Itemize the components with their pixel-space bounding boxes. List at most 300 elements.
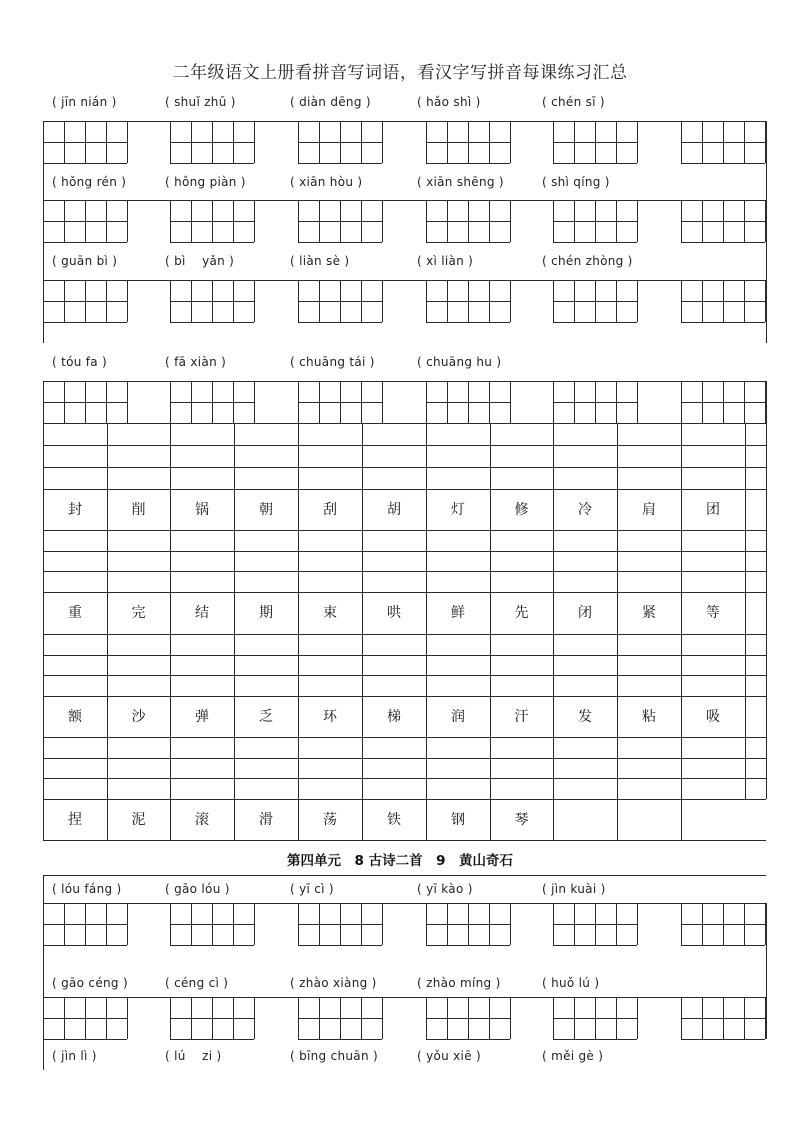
unit-pinyin-row-1-item: ( yī cì )	[290, 882, 334, 896]
grid-cell-line	[553, 200, 554, 242]
grid-bottom-line	[426, 1039, 510, 1040]
grid-cell-line	[447, 200, 448, 242]
grid-cell-line	[361, 200, 362, 242]
grid-cell-line	[340, 997, 341, 1039]
table-row-line	[43, 445, 766, 446]
grid-cell-line	[212, 903, 213, 945]
character-cell: 等	[706, 605, 720, 621]
grid-cell-line	[361, 280, 362, 322]
grid-cell-line	[340, 381, 341, 423]
grid-cell-line	[637, 280, 638, 322]
table-row-line	[43, 530, 766, 531]
grid-cell-line	[574, 121, 575, 163]
left-margin-line	[43, 121, 44, 343]
grid-cell-line	[64, 903, 65, 945]
grid-cell-line	[361, 903, 362, 945]
character-cell: 汗	[514, 709, 529, 725]
character-cell: 紧	[642, 605, 656, 621]
table-row-line	[43, 655, 766, 656]
character-cell: 先	[514, 605, 529, 621]
grid-top-line	[43, 903, 767, 904]
character-cell: 鲜	[451, 605, 465, 621]
unit-pinyin-row-2-item: ( gāo céng )	[52, 976, 128, 990]
grid-bottom-line	[43, 322, 127, 323]
grid-cell-line	[85, 997, 86, 1039]
grid-cell-line	[64, 997, 65, 1039]
pinyin-row-4-item: ( chuāng tái )	[290, 355, 375, 369]
grid-cell-line	[510, 200, 511, 242]
grid-top-line	[43, 200, 767, 201]
grid-cell-line	[510, 280, 511, 322]
grid-bottom-line	[553, 322, 637, 323]
pinyin-row-2-item: ( shì qíng )	[542, 175, 610, 189]
grid-cell-line	[744, 280, 745, 322]
grid-cell-line	[170, 997, 171, 1039]
grid-bottom-line	[681, 945, 765, 946]
grid-cell-line	[106, 280, 107, 322]
grid-top-line	[43, 121, 767, 122]
grid-cell-line	[212, 381, 213, 423]
grid-bottom-line	[553, 163, 637, 164]
character-cell: 发	[578, 709, 592, 725]
grid-cell-line	[170, 903, 171, 945]
grid-cell-line	[553, 903, 554, 945]
grid-cell-line	[489, 381, 490, 423]
grid-cell-line	[426, 997, 427, 1039]
right-margin-line	[766, 121, 767, 343]
grid-cell-line	[319, 121, 320, 163]
table-row-line	[43, 423, 766, 424]
grid-cell-line	[254, 200, 255, 242]
grid-cell-line	[212, 997, 213, 1039]
grid-cell-line	[447, 280, 448, 322]
grid-cell-line	[426, 121, 427, 163]
unit-pinyin-row-2-item: ( zhào míng )	[417, 976, 501, 990]
grid-cell-line	[254, 997, 255, 1039]
table-row-line	[43, 737, 766, 738]
table-col-line	[745, 423, 746, 799]
pinyin-row-3-item: ( bì yǎn )	[165, 254, 235, 268]
grid-cell-line	[106, 997, 107, 1039]
grid-cell-line	[489, 997, 490, 1039]
grid-bottom-line	[426, 242, 510, 243]
grid-cell-line	[637, 997, 638, 1039]
grid-cell-line	[191, 903, 192, 945]
grid-cell-line	[510, 997, 511, 1039]
character-cell: 胡	[387, 502, 401, 518]
grid-cell-line	[191, 121, 192, 163]
grid-cell-line	[191, 997, 192, 1039]
grid-cell-line	[468, 903, 469, 945]
grid-cell-line	[106, 381, 107, 423]
character-cell: 刮	[323, 502, 337, 518]
grid-bottom-line	[170, 163, 254, 164]
pinyin-row-3-item: ( xì liàn )	[417, 254, 474, 268]
grid-cell-line	[468, 280, 469, 322]
table-row-line	[43, 758, 766, 759]
character-cell: 弹	[195, 709, 209, 725]
grid-cell-line	[702, 121, 703, 163]
grid-cell-line	[298, 200, 299, 242]
grid-cell-line	[382, 280, 383, 322]
grid-bottom-line	[681, 1039, 765, 1040]
character-cell: 灯	[451, 502, 465, 518]
grid-cell-line	[637, 381, 638, 423]
grid-cell-line	[170, 381, 171, 423]
unit-pinyin-row-2-item: ( zhào xiàng )	[290, 976, 377, 990]
grid-cell-line	[616, 280, 617, 322]
grid-cell-line	[426, 280, 427, 322]
grid-cell-line	[298, 121, 299, 163]
pinyin-row-1-item: ( chén sī )	[542, 95, 605, 109]
grid-bottom-line	[298, 945, 382, 946]
pinyin-row-1-item: ( shuǐ zhū )	[165, 95, 236, 109]
character-cell: 修	[514, 502, 529, 518]
grid-cell-line	[426, 381, 427, 423]
grid-cell-line	[382, 121, 383, 163]
table-bottom-line	[43, 840, 766, 841]
grid-cell-line	[744, 381, 745, 423]
grid-cell-line	[723, 997, 724, 1039]
grid-bottom-line	[681, 163, 765, 164]
grid-cell-line	[382, 997, 383, 1039]
grid-cell-line	[170, 280, 171, 322]
grid-cell-line	[361, 121, 362, 163]
unit-pinyin-row-3-item: ( lú zi )	[165, 1049, 222, 1063]
unit-pinyin-row-1-item: ( yī kào )	[417, 882, 473, 896]
grid-cell-line	[447, 381, 448, 423]
unit-pinyin-row-1-item: ( lóu fáng )	[52, 882, 122, 896]
grid-bottom-line	[170, 945, 254, 946]
grid-cell-line	[616, 121, 617, 163]
grid-cell-line	[553, 381, 554, 423]
pinyin-row-3-item: ( guān bì )	[52, 254, 118, 268]
grid-bottom-line	[170, 322, 254, 323]
grid-cell-line	[489, 903, 490, 945]
grid-cell-line	[382, 903, 383, 945]
character-cell: 梯	[387, 709, 401, 725]
unit-left-margin-line	[43, 875, 44, 1070]
grid-cell-line	[595, 121, 596, 163]
grid-cell-line	[319, 200, 320, 242]
grid-bottom-line	[298, 1039, 382, 1040]
grid-cell-line	[702, 200, 703, 242]
character-cell: 结	[195, 605, 209, 621]
grid-cell-line	[64, 200, 65, 242]
grid-cell-line	[637, 121, 638, 163]
grid-cell-line	[447, 903, 448, 945]
grid-top-line	[43, 381, 767, 382]
grid-bottom-line	[426, 163, 510, 164]
grid-cell-line	[574, 280, 575, 322]
grid-cell-line	[681, 903, 682, 945]
grid-top-line	[43, 997, 767, 998]
table-row-line	[43, 571, 766, 572]
grid-cell-line	[553, 997, 554, 1039]
grid-cell-line	[298, 997, 299, 1039]
grid-cell-line	[723, 121, 724, 163]
grid-cell-line	[489, 200, 490, 242]
table-row-line	[43, 778, 766, 779]
grid-cell-line	[595, 997, 596, 1039]
grid-cell-line	[616, 903, 617, 945]
table-row-line	[43, 551, 766, 552]
grid-cell-line	[106, 200, 107, 242]
grid-bottom-line	[681, 322, 765, 323]
grid-cell-line	[553, 121, 554, 163]
grid-bottom-line	[298, 322, 382, 323]
character-cell: 滚	[195, 812, 209, 828]
grid-cell-line	[574, 903, 575, 945]
grid-cell-line	[127, 381, 128, 423]
grid-cell-line	[254, 903, 255, 945]
character-cell: 粘	[642, 709, 656, 725]
grid-cell-line	[340, 280, 341, 322]
grid-bottom-line	[298, 242, 382, 243]
grid-cell-line	[510, 121, 511, 163]
grid-bottom-line	[170, 1039, 254, 1040]
pinyin-row-1-item: ( hǎo shì )	[417, 95, 481, 109]
grid-cell-line	[106, 121, 107, 163]
grid-cell-line	[702, 381, 703, 423]
grid-cell-line	[616, 381, 617, 423]
character-cell: 泥	[131, 812, 146, 828]
grid-cell-line	[191, 280, 192, 322]
grid-cell-line	[616, 997, 617, 1039]
character-cell: 环	[323, 709, 337, 725]
character-cell: 捏	[68, 812, 82, 828]
grid-cell-line	[574, 381, 575, 423]
grid-cell-line	[595, 280, 596, 322]
grid-cell-line	[340, 903, 341, 945]
grid-cell-line	[64, 121, 65, 163]
grid-cell-line	[723, 381, 724, 423]
grid-cell-line	[64, 381, 65, 423]
grid-cell-line	[702, 997, 703, 1039]
unit-pinyin-row-3-item: ( měi gè )	[542, 1049, 604, 1063]
unit-pinyin-row-3-item: ( bīng chuān )	[290, 1049, 378, 1063]
unit-pinyin-row-1-item: ( gāo lóu )	[165, 882, 230, 896]
character-cell: 额	[68, 709, 82, 725]
unit-pinyin-row-2-item: ( huǒ lú )	[542, 976, 600, 990]
grid-cell-line	[637, 903, 638, 945]
unit-pinyin-row-2-item: ( céng cì )	[165, 976, 229, 990]
character-cell: 削	[131, 502, 146, 518]
grid-cell-line	[574, 997, 575, 1039]
pinyin-row-2-item: ( xiān shēng )	[417, 175, 504, 189]
grid-cell-line	[382, 381, 383, 423]
grid-cell-line	[723, 903, 724, 945]
grid-cell-line	[170, 121, 171, 163]
character-cell: 哄	[387, 605, 401, 621]
grid-cell-line	[233, 903, 234, 945]
grid-bottom-line	[553, 242, 637, 243]
pinyin-row-4-item: ( fā xiàn )	[165, 355, 227, 369]
grid-cell-line	[233, 121, 234, 163]
character-cell: 重	[68, 605, 82, 621]
grid-cell-line	[106, 903, 107, 945]
grid-cell-line	[319, 997, 320, 1039]
pinyin-row-3-item: ( chén zhòng )	[542, 254, 633, 268]
grid-cell-line	[212, 200, 213, 242]
unit-section-title: 第四单元 8 古诗二首 9 黄山奇石	[287, 853, 513, 869]
grid-top-line	[43, 280, 767, 281]
pinyin-row-1-item: ( diàn dēng )	[290, 95, 371, 109]
grid-cell-line	[447, 997, 448, 1039]
character-cell: 滑	[259, 812, 273, 828]
grid-cell-line	[744, 200, 745, 242]
grid-cell-line	[468, 200, 469, 242]
grid-cell-line	[319, 280, 320, 322]
grid-cell-line	[191, 200, 192, 242]
grid-cell-line	[447, 121, 448, 163]
grid-cell-line	[127, 121, 128, 163]
unit-pinyin-row-1-item: ( jìn kuài )	[542, 882, 606, 896]
grid-cell-line	[43, 381, 44, 423]
grid-cell-line	[468, 381, 469, 423]
grid-cell-line	[510, 381, 511, 423]
grid-cell-line	[64, 280, 65, 322]
grid-cell-line	[426, 200, 427, 242]
grid-cell-line	[361, 997, 362, 1039]
unit-right-margin-line	[766, 903, 767, 1039]
grid-bottom-line	[43, 163, 127, 164]
character-cell: 荡	[323, 812, 337, 828]
character-cell: 冷	[578, 502, 592, 518]
grid-cell-line	[595, 200, 596, 242]
grid-cell-line	[595, 381, 596, 423]
pinyin-row-2-item: ( xiān hòu )	[290, 175, 363, 189]
character-cell: 完	[131, 605, 146, 621]
grid-cell-line	[319, 903, 320, 945]
grid-bottom-line	[170, 242, 254, 243]
grid-cell-line	[127, 997, 128, 1039]
unit-pinyin-row-3-item: ( jìn lì )	[52, 1049, 97, 1063]
pinyin-row-1-item: ( jīn nián )	[52, 95, 117, 109]
grid-cell-line	[233, 200, 234, 242]
grid-cell-line	[702, 903, 703, 945]
grid-cell-line	[426, 903, 427, 945]
grid-cell-line	[85, 903, 86, 945]
character-cell: 吸	[706, 709, 720, 725]
character-cell: 朝	[259, 502, 273, 518]
grid-cell-line	[191, 381, 192, 423]
grid-cell-line	[85, 200, 86, 242]
pinyin-row-3-item: ( liàn sè )	[290, 254, 350, 268]
grid-bottom-line	[426, 322, 510, 323]
pinyin-row-2-item: ( hǒng rén )	[52, 175, 127, 189]
grid-cell-line	[85, 121, 86, 163]
character-cell: 润	[451, 709, 465, 725]
grid-cell-line	[744, 903, 745, 945]
grid-bottom-line	[681, 242, 765, 243]
grid-cell-line	[553, 280, 554, 322]
grid-cell-line	[702, 280, 703, 322]
grid-cell-line	[233, 381, 234, 423]
character-cell: 闭	[578, 605, 592, 621]
grid-cell-line	[319, 381, 320, 423]
grid-cell-line	[170, 200, 171, 242]
grid-cell-line	[212, 121, 213, 163]
grid-cell-line	[681, 200, 682, 242]
grid-cell-line	[298, 280, 299, 322]
grid-cell-line	[85, 381, 86, 423]
grid-cell-line	[127, 903, 128, 945]
pinyin-row-4-item: ( tóu fa )	[52, 355, 108, 369]
grid-bottom-line	[43, 242, 127, 243]
character-cell: 乏	[259, 709, 273, 725]
grid-cell-line	[298, 903, 299, 945]
section-rule	[43, 875, 766, 876]
grid-cell-line	[723, 200, 724, 242]
unit-pinyin-row-3-item: ( yǒu xiē )	[417, 1049, 481, 1063]
character-cell: 铁	[387, 812, 401, 828]
grid-cell-line	[468, 997, 469, 1039]
character-cell: 束	[323, 605, 337, 621]
grid-cell-line	[233, 280, 234, 322]
grid-cell-line	[127, 200, 128, 242]
grid-cell-line	[340, 121, 341, 163]
character-cell: 团	[706, 502, 720, 518]
character-cell: 沙	[131, 709, 146, 725]
grid-bottom-line	[43, 945, 127, 946]
grid-cell-line	[637, 200, 638, 242]
character-cell: 钢	[451, 812, 465, 828]
grid-cell-line	[744, 121, 745, 163]
grid-cell-line	[681, 121, 682, 163]
grid-cell-line	[468, 121, 469, 163]
grid-cell-line	[254, 381, 255, 423]
grid-cell-line	[681, 997, 682, 1039]
grid-bottom-line	[298, 163, 382, 164]
grid-cell-line	[382, 200, 383, 242]
grid-cell-line	[574, 200, 575, 242]
character-cell: 锅	[195, 502, 209, 518]
grid-cell-line	[254, 280, 255, 322]
grid-cell-line	[298, 381, 299, 423]
table-row-line	[43, 467, 766, 468]
table-row-line	[43, 675, 766, 676]
grid-cell-line	[127, 280, 128, 322]
grid-cell-line	[595, 903, 596, 945]
grid-bottom-line	[426, 945, 510, 946]
grid-cell-line	[510, 903, 511, 945]
character-cell: 期	[259, 605, 273, 621]
grid-bottom-line	[553, 1039, 637, 1040]
grid-cell-line	[85, 280, 86, 322]
table-row-line	[43, 634, 766, 635]
grid-bottom-line	[553, 945, 637, 946]
grid-cell-line	[361, 381, 362, 423]
grid-bottom-line	[43, 1039, 127, 1040]
character-cell: 肩	[642, 502, 656, 518]
grid-cell-line	[744, 997, 745, 1039]
grid-cell-line	[489, 121, 490, 163]
grid-cell-line	[489, 280, 490, 322]
grid-cell-line	[616, 200, 617, 242]
character-cell: 琴	[514, 812, 529, 828]
page-title: 二年级语文上册看拼音写词语，看汉字写拼音每课练习汇总	[172, 63, 628, 83]
pinyin-row-2-item: ( hǒng piàn )	[165, 175, 246, 189]
pinyin-row-4-item: ( chuāng hu )	[417, 355, 502, 369]
grid-cell-line	[212, 280, 213, 322]
grid-cell-line	[681, 280, 682, 322]
grid-cell-line	[723, 280, 724, 322]
character-cell: 封	[68, 502, 82, 518]
grid-cell-line	[681, 381, 682, 423]
grid-cell-line	[233, 997, 234, 1039]
table-right-edge	[766, 381, 767, 799]
